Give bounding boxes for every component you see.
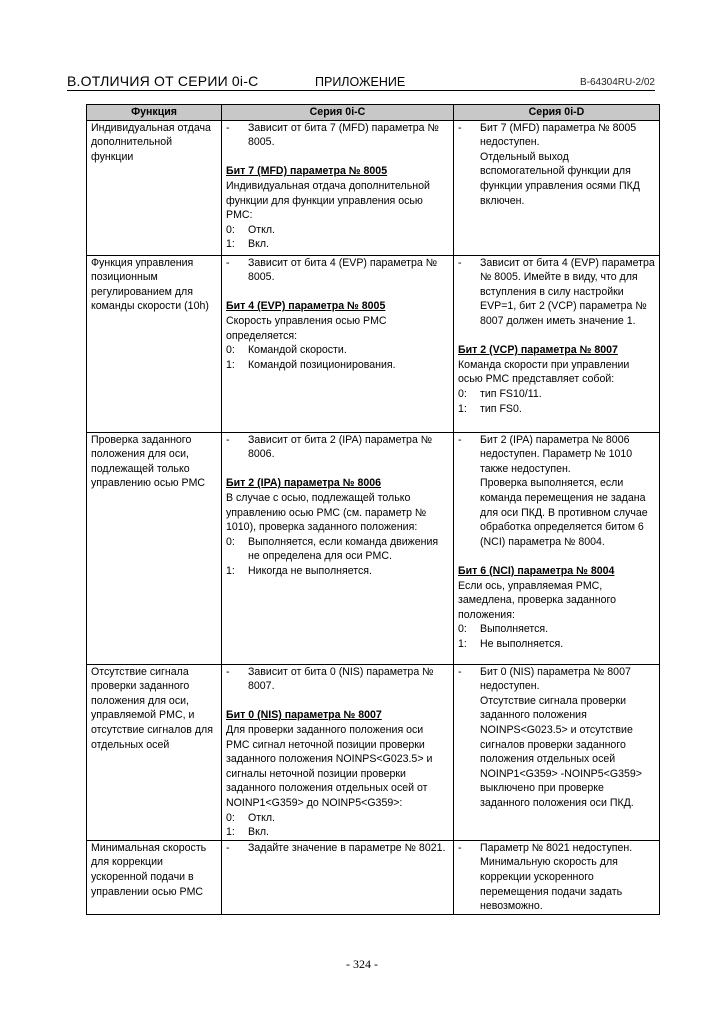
- bit-title: Бит 4 (EVP) параметра № 8005: [226, 300, 386, 313]
- page-header: [67, 73, 655, 91]
- function-cell: Индивидуальная отдача дополнительной функции: [87, 120, 222, 255]
- series-c-cell: - Зависит от бита 7 (MFD) параметра № 8005. Бит 7 (MFD) параметра № 8005 Индивидуальная отдача дополнительной функции для функции управления осью PMC: 0: Откл. 1: Вкл.: [222, 120, 454, 255]
- series-c-cell: - Зависит от бита 2 (IPA) параметра № 8006. Бит 2 (IPA) параметра № 8006 В случае с осью, подлежащей только управлению осью PMC (см. параметр № 1010), проверка заданного положения: 0: Выполняется, если команда движения не определена для оси PMC. 1: Никогда не выполняется.: [222, 432, 454, 664]
- series-d-cell: - Параметр № 8021 недоступен. Минимальную скорость для коррекции ускоренного перемещения подачи задать невозможно.: [454, 840, 660, 914]
- table-header-row: [87, 105, 660, 121]
- document-number: B-64304RU-2/02: [579, 77, 655, 88]
- bit-title: Бит 6 (NCI) параметра № 8004: [458, 564, 615, 577]
- page-number: - 324 -: [346, 957, 378, 971]
- table-row: [87, 120, 660, 255]
- function-cell: Проверка заданного положения для оси, подлежащей только управлению осью PMC: [87, 432, 222, 664]
- series-d-cell: - Зависит от бита 4 (EVP) параметра № 8005. Имейте в виду, что для вступления в силу настройки EVP=1, бит 2 (VCP) параметра № 8007 должен иметь значение 1. Бит 2 (VCP) параметра № 8007 Команда скорости при управлении осью PMC представляет собой: 0: тип FS10/11. 1: тип FS0.: [454, 255, 660, 432]
- column-header-function: Функция: [87, 105, 222, 121]
- function-cell: Отсутствие сигнала проверки заданного положения для оси, управляемой PMC, и отсутствие сигналов для отдельных осей: [87, 664, 222, 840]
- column-header-0i-c: Серия 0i-C: [222, 105, 454, 121]
- column-header-0i-d: Серия 0i-D: [454, 105, 660, 121]
- function-cell: Функция управления позиционным регулированием для команды скорости (10h): [87, 255, 222, 432]
- series-d-cell: - Бит 0 (NIS) параметра № 8007 недоступен. Отсутствие сигнала проверки заданного положения NOINPS<G023.5> и отсутствие сигналов проверки заданного положения отдельных осей NOINP1<G359> -NOINP5<G359> выключено при проверке заданного положения оси ПКД.: [454, 664, 660, 840]
- series-c-cell: - Задайте значение в параметре № 8021.: [222, 840, 454, 914]
- appendix-label: ПРИЛОЖЕНИЕ: [315, 75, 406, 89]
- table-row: [87, 255, 660, 432]
- bit-title: Бит 2 (IPA) параметра № 8006: [226, 477, 382, 490]
- series-c-cell: - Зависит от бита 4 (EVP) параметра № 8005. Бит 4 (EVP) параметра № 8005 Скорость управления осью PMC определяется: 0: Командой скорости. 1: Командой позиционирования.: [222, 255, 454, 432]
- section-title: B.ОТЛИЧИЯ ОТ СЕРИИ 0i-C: [67, 73, 259, 89]
- header-rule: [67, 90, 655, 91]
- function-cell: Минимальная скорость для коррекции ускоренной подачи в управлении осью PMC: [87, 840, 222, 914]
- bit-title: Бит 2 (VCP) параметра № 8007: [458, 344, 618, 357]
- series-c-cell: - Зависит от бита 0 (NIS) параметра № 8007. Бит 0 (NIS) параметра № 8007 Для проверки заданного положения оси PMC сигнал неточной позиции проверки заданного положения NOINPS<G023.5> и сигналы неточной позиции проверки заданного положения отдельных осей от NOINP1<G359> до NOINP5<G359>: 0: Откл. 1: Вкл.: [222, 664, 454, 840]
- bit-title: Бит 7 (MFD) параметра № 8005: [226, 165, 388, 178]
- series-d-cell: - Бит 2 (IPA) параметра № 8006 недоступен. Параметр № 1010 также недоступен. Проверка выполняется, если команда перемещения не задана для оси ПКД. В противном случае обработка определяется битом 6 (NCI) параметра № 8004. Бит 6 (NCI) параметра № 8004 Если ось, управляемая PMC, замедлена, проверка заданного положения: 0: Выполняется. 1: Не выполняется.: [454, 432, 660, 664]
- bit-title: Бит 0 (NIS) параметра № 8007: [226, 709, 382, 722]
- table-row: [87, 840, 660, 914]
- table-row: [87, 432, 660, 664]
- comparison-table: [86, 104, 660, 915]
- table-row: [87, 664, 660, 840]
- series-d-cell: - Бит 7 (MFD) параметра № 8005 недоступен. Отдельный выход вспомогательной функции для функции управления осями ПКД включен.: [454, 120, 660, 255]
